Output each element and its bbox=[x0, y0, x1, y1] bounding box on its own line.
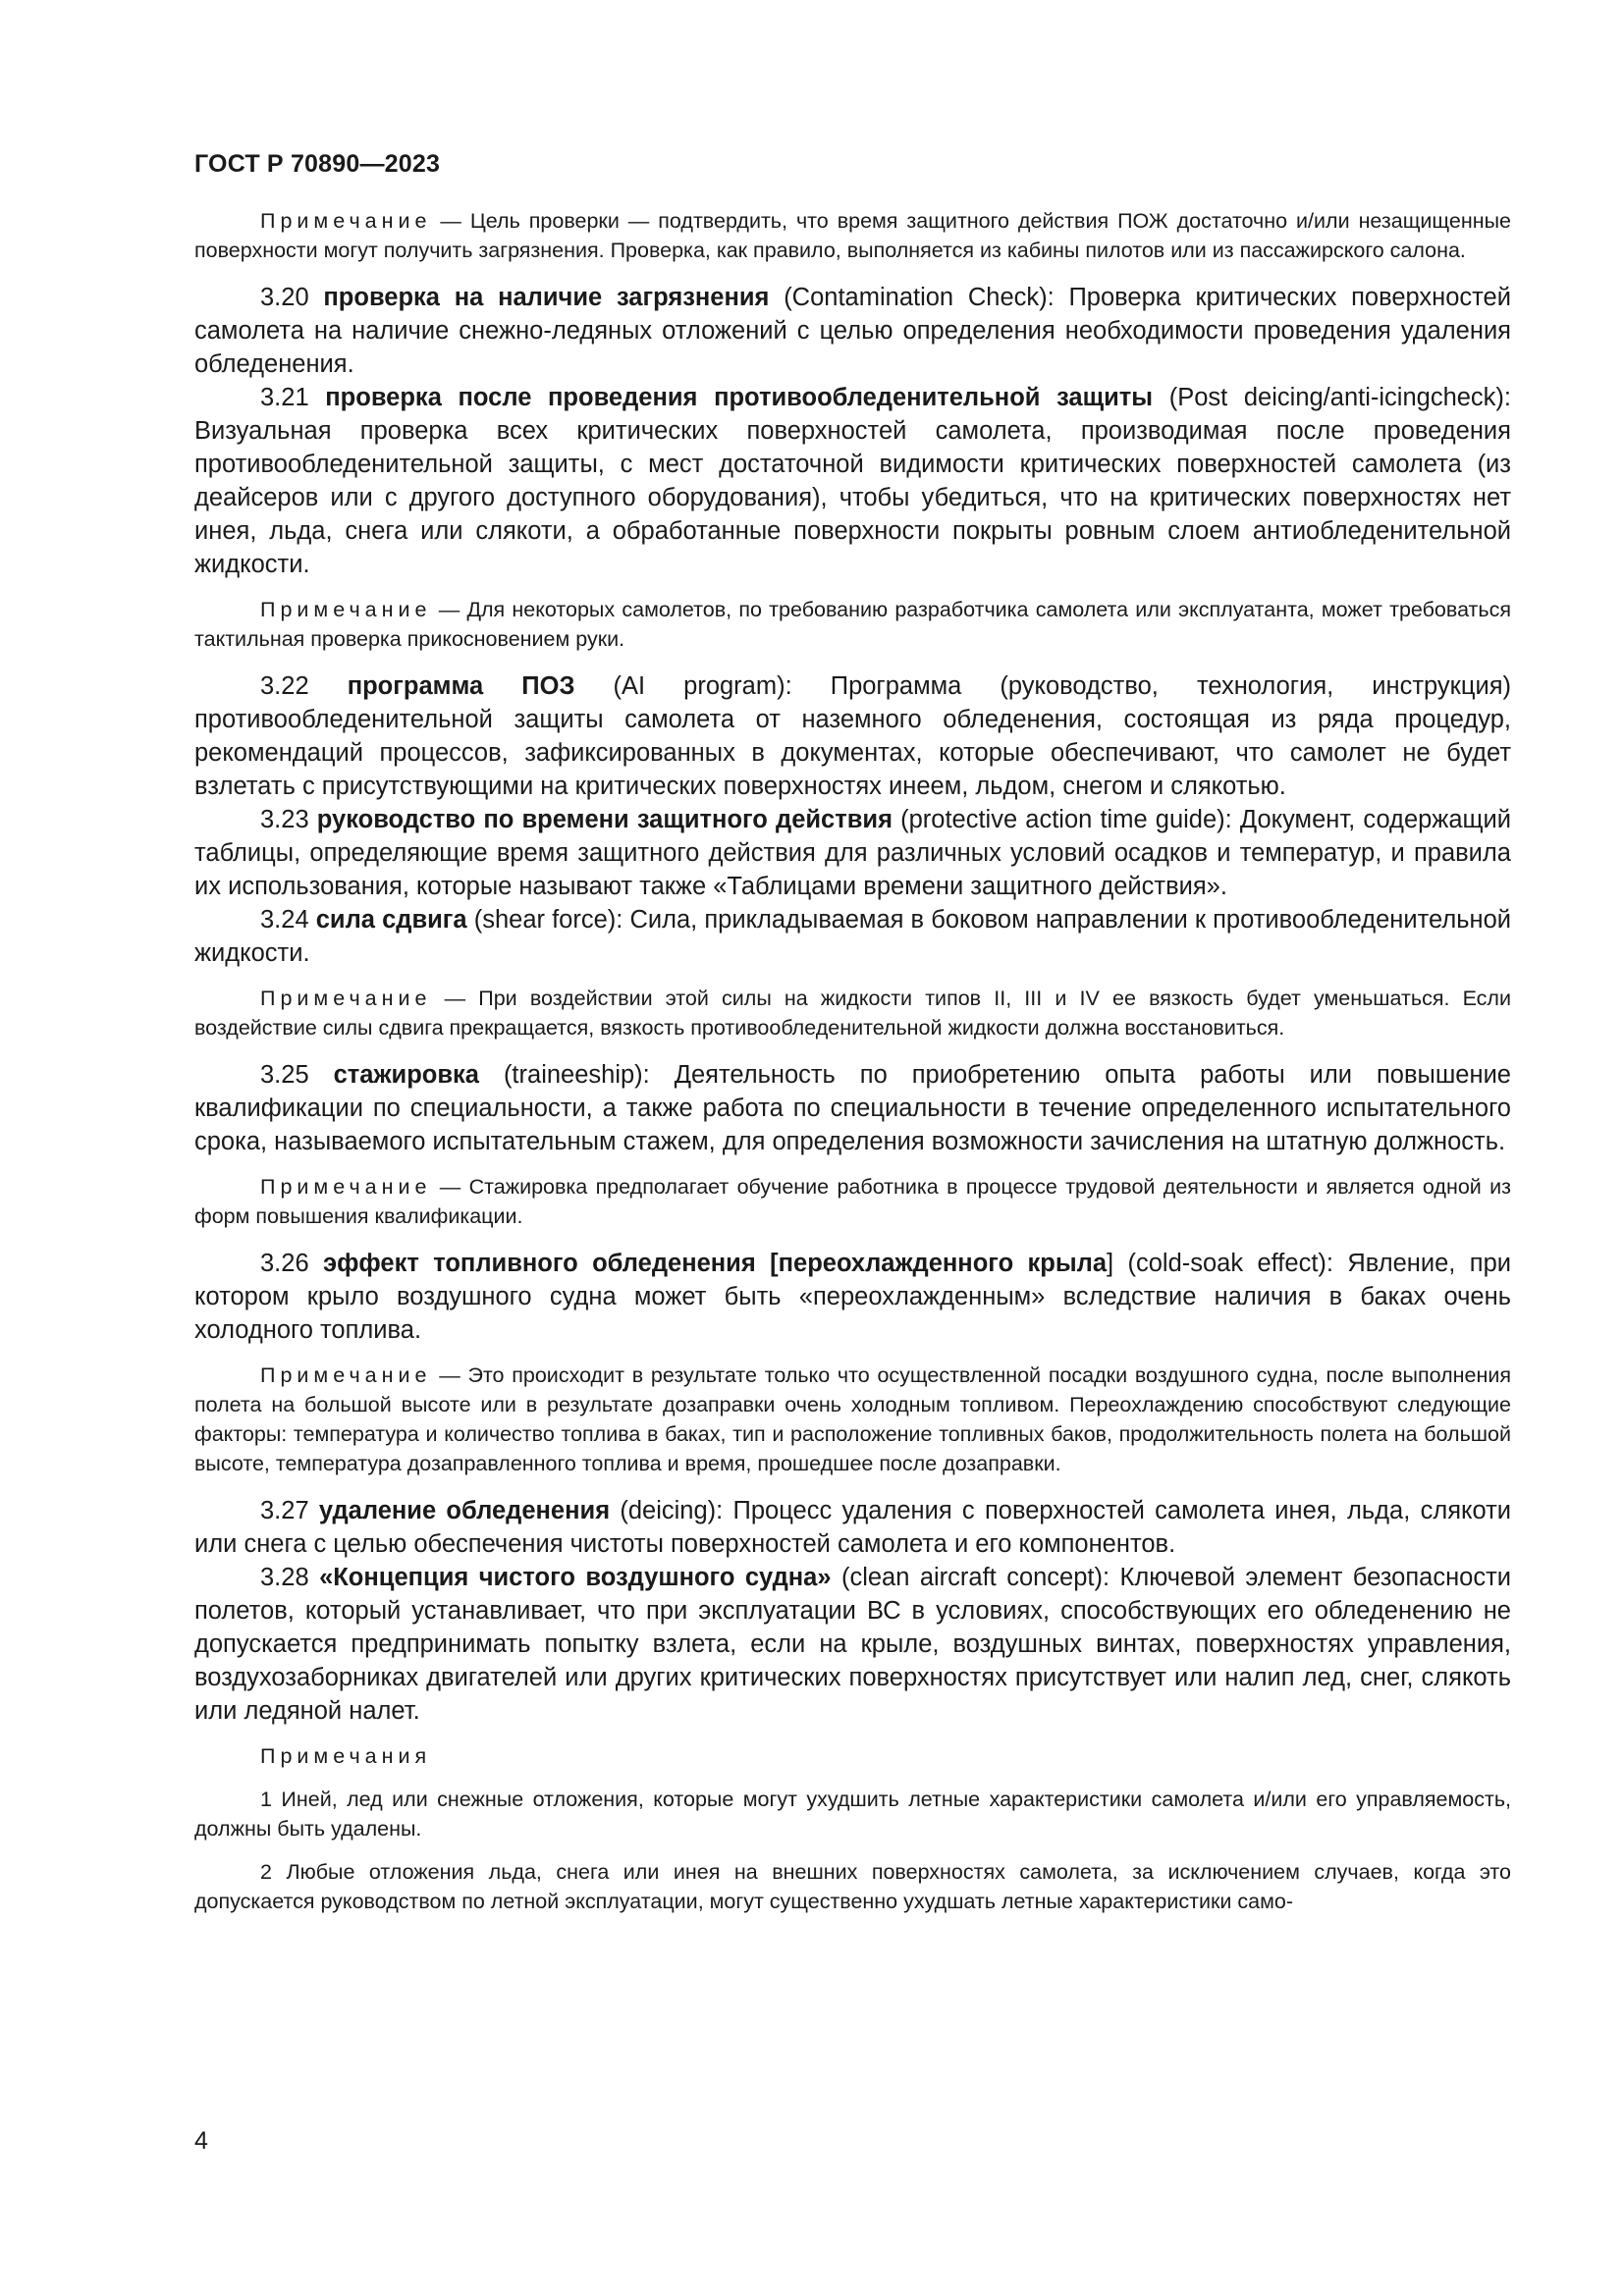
note-label: Примечание bbox=[260, 987, 432, 1010]
definition-text: (protective action time guide): Документ, содержащий таблицы, определяющие время защитного действия для различных условий осадков и температур, и правила их использования, которые называют также «Таблицами времени защитного действия». bbox=[194, 806, 1512, 900]
term-definition-3-24 bbox=[194, 903, 1511, 970]
clause-number: 3.23 bbox=[260, 806, 317, 833]
definition-text: (shear force): Сила, прикладываемая в боковом направлении к противообледенительной жидкости. bbox=[194, 906, 1511, 967]
note-paragraph bbox=[194, 595, 1511, 654]
term-definition-3-27 bbox=[194, 1494, 1511, 1561]
term-definition-3-22 bbox=[194, 669, 1511, 803]
note-label: Примечание bbox=[260, 209, 432, 233]
term-definition-3-26 bbox=[194, 1247, 1511, 1347]
document-header: ГОСТ Р 70890—2023 bbox=[194, 150, 441, 178]
page-number: 4 bbox=[194, 2127, 208, 2155]
note-text: — Стажировка предполагает обучение работника в процессе трудовой деятельности и является одной из форм повышения квалификации. bbox=[194, 1175, 1511, 1228]
note-paragraph bbox=[194, 206, 1511, 265]
term-name: сила сдвига bbox=[315, 906, 467, 934]
clause-number: 3.27 bbox=[260, 1497, 319, 1524]
clause-number: 3.26 bbox=[260, 1250, 324, 1277]
note-text: — Цель проверки — подтвердить, что время защитного действия ПОЖ достаточно и/или незащищенные поверхности могут получить загрязнения. Проверка, как правило, выполняется из кабины пилотов или из пассажирского салона. bbox=[194, 209, 1511, 262]
term-name: руководство по времени защитного действия bbox=[316, 806, 893, 833]
term-name: проверка после проведения противообледенительной защиты bbox=[325, 384, 1154, 411]
definition-text: (traineeship): Деятельность по приобретению опыта работы или повышение квалификации по специальности, а также работа по специальности в течение определенного испытательного срока, называемого испытательным стажем, для определения возможности зачисления на штатную должность. bbox=[194, 1061, 1511, 1155]
term-definition-3-28 bbox=[194, 1561, 1511, 1728]
term-definition-3-25 bbox=[194, 1058, 1511, 1158]
definition-text: (Post deicing/anti-icingcheck): Визуальная проверка всех критических поверхностей самолета, производимая после проведения противообледенительной защиты, с мест достаточной видимости критических поверхностей самолета (из деайсеров или с другого доступного оборудования), чтобы убедиться, что на критических поверхностях нет инея, льда, снега или слякоти, а обработанные поверхности покрыты ровным слоем антиобледенительной жидкости. bbox=[194, 384, 1512, 578]
term-name: «Концепция чистого воздушного судна» bbox=[319, 1564, 832, 1591]
note-text: — При воздействии этой силы на жидкости типов II, III и IV ее вязкость будет уменьшаться. Если воздействие силы сдвига прекращается, вязкость противообледенительной жидкости должна восстановиться. bbox=[194, 987, 1511, 1040]
note-label: Примечание bbox=[260, 1175, 432, 1199]
clause-number: 3.24 bbox=[260, 906, 316, 934]
note-text: — Это происходит в результате только что осуществленной посадки воздушного судна, после выполнения полета на большой высоте или в результате дозаправки очень холодным топливом. Переохлаждению способствуют следующие факторы: температура и количество топлива в баках, тип и расположение топливных баков, продолжительность полета на большой высоте, температура дозаправленного топлива и время, прошедшее после дозаправки. bbox=[194, 1363, 1511, 1475]
note-paragraph bbox=[194, 984, 1511, 1042]
clause-number: 3.25 bbox=[260, 1061, 334, 1089]
definition-text: (AI program): Программа (руководство, технология, инструкция) противообледенительной защиты самолета от наземного обледенения, состоящая из ряда процедур, рекомендаций процессов, зафиксированных в документах, которые обеспечивают, что самолет не будет взлетать с присутствующими на критических поверхностях инеем, льдом, снегом и слякотью. bbox=[194, 672, 1511, 800]
note-text: 1 Иней, лед или снежные отложения, которые могут ухудшить летные характеристики самолета и/или его управляемость, должны быть удалены. bbox=[194, 1788, 1511, 1841]
note-text: 2 Любые отложения льда, снега или инея на внешних поверхностях самолета, за исключением случаев, когда это допускается руководством по летной эксплуатации, могут существенно ухудшать летные характеристики само- bbox=[194, 1860, 1511, 1913]
note-label: Примечания bbox=[260, 1744, 432, 1768]
clause-number: 3.28 bbox=[260, 1564, 320, 1591]
notes-heading bbox=[194, 1741, 1511, 1771]
term-definition-3-20 bbox=[194, 281, 1511, 381]
note-label: Примечание bbox=[260, 598, 432, 621]
definition-text: (clean aircraft concept): Ключевой элемент безопасности полетов, который устанавливает, что при эксплуатации ВС в условиях, способствующих его обледенению не допускается предпринимать попытку взлета, если на крыле, воздушных винтах, поверхностях управления, воздухозаборниках двигателей или других критических поверхностях присутствует или налип лед, снег, слякоть или ледяной налет. bbox=[194, 1564, 1512, 1725]
definition-text: ] (cold-soak effect): Явление, при котором крыло воздушного судна может быть «переохлажденным» вследствие наличия в баках очень холодного топлива. bbox=[194, 1250, 1511, 1344]
term-name: программа ПОЗ bbox=[347, 672, 575, 700]
document-page bbox=[194, 147, 1511, 1916]
definition-text: (deicing): Процесс удаления с поверхностей самолета инея, льда, слякоти или снега с целью обеспечения чистоты поверхностей самолета и его компонентов. bbox=[194, 1497, 1512, 1558]
note-label: Примечание bbox=[260, 1363, 432, 1387]
clause-number: 3.20 bbox=[260, 284, 324, 311]
term-name: удаление обледенения bbox=[318, 1497, 611, 1524]
term-definition-3-23 bbox=[194, 803, 1511, 903]
note-paragraph bbox=[194, 1361, 1511, 1478]
definition-text: (Contamination Check): Проверка критических поверхностей самолета на наличие снежно-ледяных отложений с целью определения необходимости проведения удаления обледенения. bbox=[194, 284, 1511, 378]
term-definition-3-21 bbox=[194, 381, 1511, 581]
note-paragraph bbox=[194, 1172, 1511, 1231]
note-text: — Для некоторых самолетов, по требованию разработчика самолета или эксплуатанта, может требоваться тактильная проверка прикосновением руки. bbox=[194, 598, 1511, 651]
clause-number: 3.21 bbox=[260, 384, 326, 411]
term-name: стажировка bbox=[333, 1061, 479, 1089]
clause-number: 3.22 bbox=[260, 672, 348, 700]
term-name: эффект топливного обледенения [переохлажденного крыла bbox=[323, 1250, 1108, 1277]
note-item-2 bbox=[194, 1857, 1511, 1916]
term-name: проверка на наличие загрязнения bbox=[323, 284, 770, 311]
note-item-1 bbox=[194, 1785, 1511, 1843]
